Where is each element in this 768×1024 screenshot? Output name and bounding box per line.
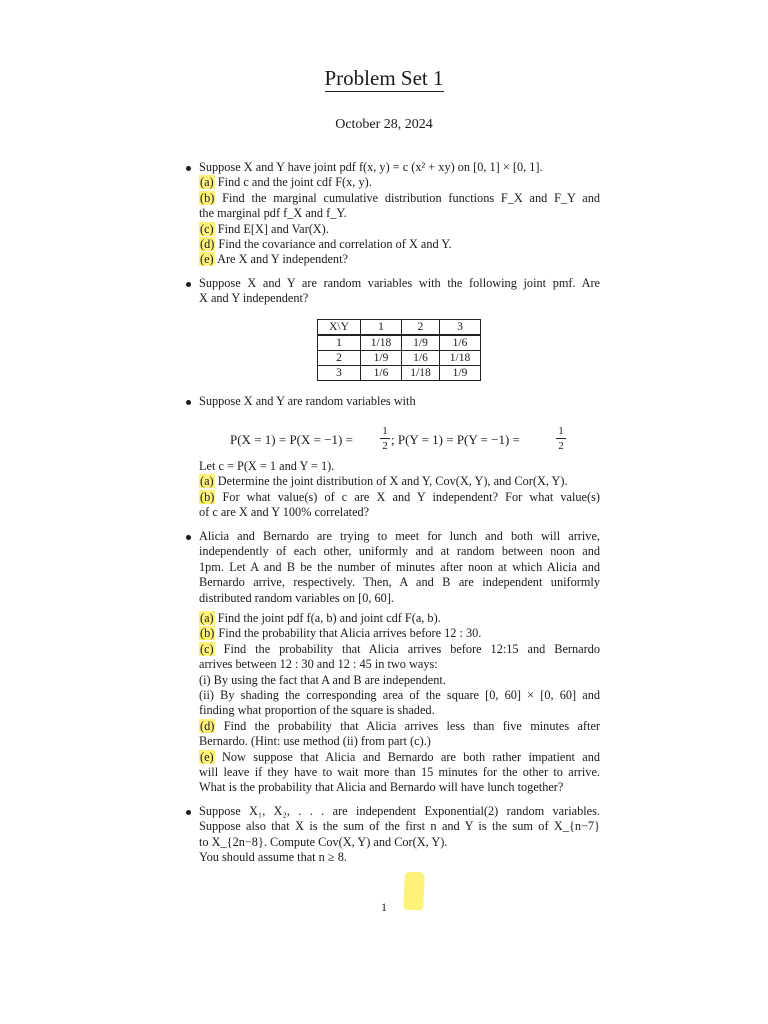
table-cell: 2	[318, 351, 361, 366]
joint-pmf-table	[317, 319, 481, 381]
problem-4-part-e: (e) Now suppose that Alicia and Bernardo are both rather impatient and	[200, 749, 600, 764]
fraction-one-half: 1 2	[380, 425, 390, 452]
problem-3-let: Let c = P(X = 1 and Y = 1).	[199, 459, 335, 473]
problem-4-part-c: (c) Find the probability that Alicia arrives before 12:15 and Bernardo	[200, 641, 600, 656]
problem-1-intro: Suppose X and Y have joint pdf f(x, y) = c (x² + xy) on [0, 1] × [0, 1].	[199, 160, 543, 174]
table-cell: 2	[402, 320, 440, 336]
problem-4-part-c-cont: arrives between 12 : 30 and 12 : 45 in two ways:	[199, 657, 438, 672]
highlight-tag: (e)	[200, 749, 214, 764]
problem-4-part-e-cont: What is the probability that Alicia and Bernardo will have lunch together?	[199, 780, 564, 795]
problem-4-text: distributed random variables on [0, 60].	[199, 590, 394, 605]
formula-right: ; P(Y = 1) = P(Y = −1) =	[391, 432, 520, 447]
problem-3	[199, 394, 600, 409]
table-cell: 1/9	[361, 351, 402, 366]
problem-1-part-b-cont: the marginal pdf f_X and f_Y.	[199, 206, 347, 221]
highlight-tag: (b)	[200, 489, 215, 504]
table-cell: 1/6	[440, 335, 481, 351]
bullet-icon	[186, 535, 191, 540]
problem-4-part-d-cont: Bernardo. (Hint: use method (ii) from part (c).)	[199, 734, 431, 749]
problem-5-text: Suppose X₁, X₂, . . . are independent Exponential(2) random variables.	[199, 804, 600, 818]
problem-5-text: You should assume that n ≥ 8.	[199, 850, 347, 865]
table-cell: 1/6	[402, 351, 440, 366]
problem-4-text: Bernardo arrive, respectively. Then, A and B are independent uniformly	[199, 575, 600, 590]
table-cell: 1/18	[402, 366, 440, 381]
highlight-tag: (d)	[200, 237, 215, 252]
page-title: Problem Set 1	[324, 66, 444, 90]
table-row	[318, 351, 481, 366]
problem-3-part-b-cont: of c are X and Y 100% correlated?	[199, 505, 370, 520]
highlight-tag: (c)	[200, 641, 214, 656]
table-cell: 1/9	[440, 366, 481, 381]
table-cell: 1	[361, 320, 402, 336]
problem-5	[199, 804, 600, 866]
problem-4-text: 1pm. Let A and B be the number of minutes after noon at which Alicia and	[199, 559, 600, 574]
problem-3-part-b: (b) For what value(s) of c are X and Y independent? For what value(s)	[200, 489, 600, 504]
highlight-tag: (d)	[200, 718, 215, 733]
table-cell: 1/18	[440, 351, 481, 366]
highlight-tag: (a)	[200, 175, 214, 190]
problem-2-line-2: X and Y independent?	[199, 291, 309, 306]
problem-1-part-a: (a) Find c and the joint cdf F(x, y).	[200, 175, 372, 190]
problem-4-part-b: (b) Find the probability that Alicia arrives before 12 : 30.	[200, 626, 482, 641]
highlight-tag: (e)	[200, 252, 214, 267]
problem-3-intro: Suppose X and Y are random variables with	[199, 394, 416, 408]
fraction-one-half: 1 2	[556, 425, 566, 452]
highlight-tag: (a)	[200, 611, 214, 625]
table-cell: 1	[318, 335, 361, 351]
date: October 28, 2024	[335, 117, 433, 132]
problem-4	[199, 529, 600, 606]
problem-1-part-e: (e) Are X and Y independent?	[200, 252, 348, 267]
table-cell: 1/9	[402, 335, 440, 351]
bullet-icon	[186, 282, 191, 287]
problem-4-part-d: (d) Find the probability that Alicia arrives less than five minutes after	[200, 718, 600, 733]
problem-4-part-c-ii-cont: finding what proportion of the square is shaded.	[199, 703, 435, 718]
formula-left: P(X = 1) = P(X = −1) =	[230, 432, 353, 447]
bullet-icon	[186, 400, 191, 405]
highlight-tag: (b)	[200, 626, 215, 641]
problem-3-parts	[199, 459, 600, 521]
problem-4-part-c-ii: (ii) By shading the corresponding area of the square [0, 60] × [0, 60] and	[199, 688, 600, 703]
problem-2-line-1: Suppose X and Y are random variables with the following joint pmf. Are	[199, 276, 600, 290]
table-cell: 1/6	[361, 366, 402, 381]
table-row	[318, 335, 481, 351]
table-row	[318, 366, 481, 381]
problem-2	[199, 276, 600, 307]
table-cell: 1/18	[361, 335, 402, 351]
probability-formula	[230, 425, 590, 455]
problem-1	[199, 160, 600, 268]
problem-4-part-e-cont: will leave if they have to wait more than 15 minutes for the other to arrive.	[199, 765, 600, 780]
problem-1-part-b: (b) Find the marginal cumulative distribution functions F_X and F_Y and	[200, 190, 600, 205]
table-cell: 3	[440, 320, 481, 336]
problem-5-text: Suppose also that X is the sum of the first n and Y is the sum of X_{n−7}	[199, 819, 600, 834]
problem-4-part-c-i: (i) By using the fact that A and B are independent.	[199, 672, 446, 687]
table-cell: 3	[318, 366, 361, 381]
problem-1-part-c: (c) Find E[X] and Var(X).	[200, 221, 329, 236]
highlight-tag: (a)	[200, 474, 214, 489]
problem-3-part-a: (a) Determine the joint distribution of X and Y, Cov(X, Y), and Cor(X, Y).	[200, 474, 568, 489]
table-cell: X\Y	[318, 320, 361, 336]
problem-4-parts	[199, 611, 600, 796]
table-header-row	[318, 320, 481, 336]
problem-5-text: to X_{2n−8}. Compute Cov(X, Y) and Cor(X, Y).	[199, 834, 448, 849]
highlight-tag: (b)	[200, 190, 215, 205]
page-number: 1	[381, 900, 387, 914]
bullet-icon	[186, 166, 191, 171]
problem-4-part-a: (a) Find the joint pdf f(a, b) and joint cdf F(a, b).	[200, 611, 441, 625]
problem-1-part-d: (d) Find the covariance and correlation of X and Y.	[200, 237, 452, 252]
problem-4-text: Alicia and Bernardo are trying to meet for lunch and both will arrive,	[199, 529, 600, 543]
bullet-icon	[186, 810, 191, 815]
highlight-tag: (c)	[200, 221, 214, 236]
problem-4-text: independently of each other, uniformly and at random between noon and	[199, 544, 600, 559]
